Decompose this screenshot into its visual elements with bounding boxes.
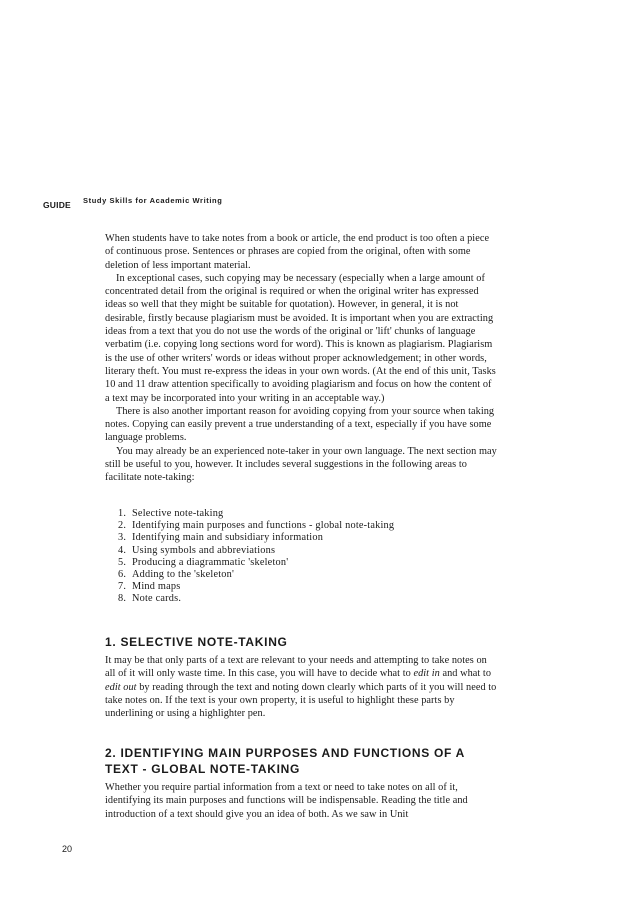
list-number: 8. xyxy=(118,593,127,605)
list-item-text: Producing a diagrammatic 'skeleton' xyxy=(132,556,289,568)
list-item xyxy=(118,532,498,544)
list-item-text: Adding to the 'skeleton' xyxy=(132,569,235,581)
page-number: 20 xyxy=(62,844,73,854)
list-number: 7. xyxy=(118,581,127,593)
intro-paragraph-2: In exceptional cases, such copying may be necessary (especially when a large amount of concentrated detail from the original is required or when the original writer has expressed ideas so well that they might be suitable for quotation). However, in general, it is not desirable, firstly because plagiarism must be avoided. It is important when you are extracting ideas from a text that you do not use the words of the original or 'lift' chunks of language verbatim (i.e. copying long sections word for word). This is known as plagiarism. Plagiarism is the use of other writers' words or ideas without proper acknowledgement; in other words, literary theft. You must re-express the ideas in your own words. (At the end of this unit, Tasks 10 and 11 draw attention specifically to avoiding plagiarism and focus on how the content of a text may be incorporated into your writing in an acceptable way.) xyxy=(105,272,496,404)
list-item-text: Using symbols and abbreviations xyxy=(132,544,276,556)
list-item-text: Mind maps xyxy=(132,581,181,593)
list-item-text: Selective note-taking xyxy=(132,508,224,519)
section-heading: 2. IDENTIFYING MAIN PURPOSES AND FUNCTIONS OF A TEXT - GLOBAL NOTE-TAKING xyxy=(105,746,465,776)
list-item xyxy=(118,581,498,593)
section-heading: 1. SELECTIVE NOTE-TAKING xyxy=(105,635,288,649)
list-number: 2. xyxy=(118,520,127,532)
intro-paragraph-3: There is also another important reason for avoiding copying from your source when taking notes. Copying can easily prevent a true understanding of a text, especially if you have some language problems. xyxy=(105,405,495,444)
list-item xyxy=(118,508,498,520)
list-item xyxy=(118,557,498,569)
running-header xyxy=(43,195,223,213)
note-taking-areas-list xyxy=(105,508,498,606)
emphasis-edit-in: edit in xyxy=(413,668,440,680)
list-number: 5. xyxy=(118,556,127,568)
section-global-note-taking xyxy=(105,745,497,821)
list-number: 4. xyxy=(118,544,127,556)
list-item-text: Note cards. xyxy=(132,593,182,605)
section-text: by reading through the text and noting down clearly which parts of it you will need to take notes on. If the text is your own property, it is useful to highlight these parts by underlining or using a highlighter pen. xyxy=(105,681,497,720)
list-item-text: Identifying main purposes and functions - global note-taking xyxy=(132,520,395,532)
list-item-text: Identifying main and subsidiary information xyxy=(132,532,324,544)
list-item xyxy=(118,520,498,532)
list-number: 3. xyxy=(118,532,127,544)
section-selective-note-taking xyxy=(105,634,497,720)
intro-paragraph-1: When students have to take notes from a book or article, the end product is too often a piece of continuous prose. Sentences or phrases are copied from the original, often with some deletion of less important material. xyxy=(105,233,490,271)
running-title: Study Skills for Academic Writing xyxy=(83,196,223,205)
emphasis-edit-out: edit out xyxy=(105,681,137,693)
section-paragraph xyxy=(105,654,497,720)
intro-paragraph-4: You may already be an experienced note-taker in your own language. The next section may still be useful to you, however. It includes several suggestions in the following areas to facilitate note-taking: xyxy=(105,445,497,484)
list-item xyxy=(118,593,498,605)
list-number: 1. xyxy=(118,508,127,519)
guide-label: GUIDE xyxy=(43,200,71,210)
intro-text xyxy=(105,232,497,485)
list-item xyxy=(118,569,498,581)
list-number: 6. xyxy=(118,569,127,581)
section-text: and what to xyxy=(439,668,492,680)
list-item xyxy=(118,545,498,557)
section-text: It may be that only parts of a text are relevant to your needs and attempting to take notes on all of it will only waste time. In this case, you will have to decide what to xyxy=(105,655,487,680)
section-paragraph: Whether you require partial information from a text or need to take notes on all of it, identifying its main purposes and functions will be indispensable. Reading the title and introduction of a text should give you an idea of both. As we saw in Unit xyxy=(105,782,468,820)
